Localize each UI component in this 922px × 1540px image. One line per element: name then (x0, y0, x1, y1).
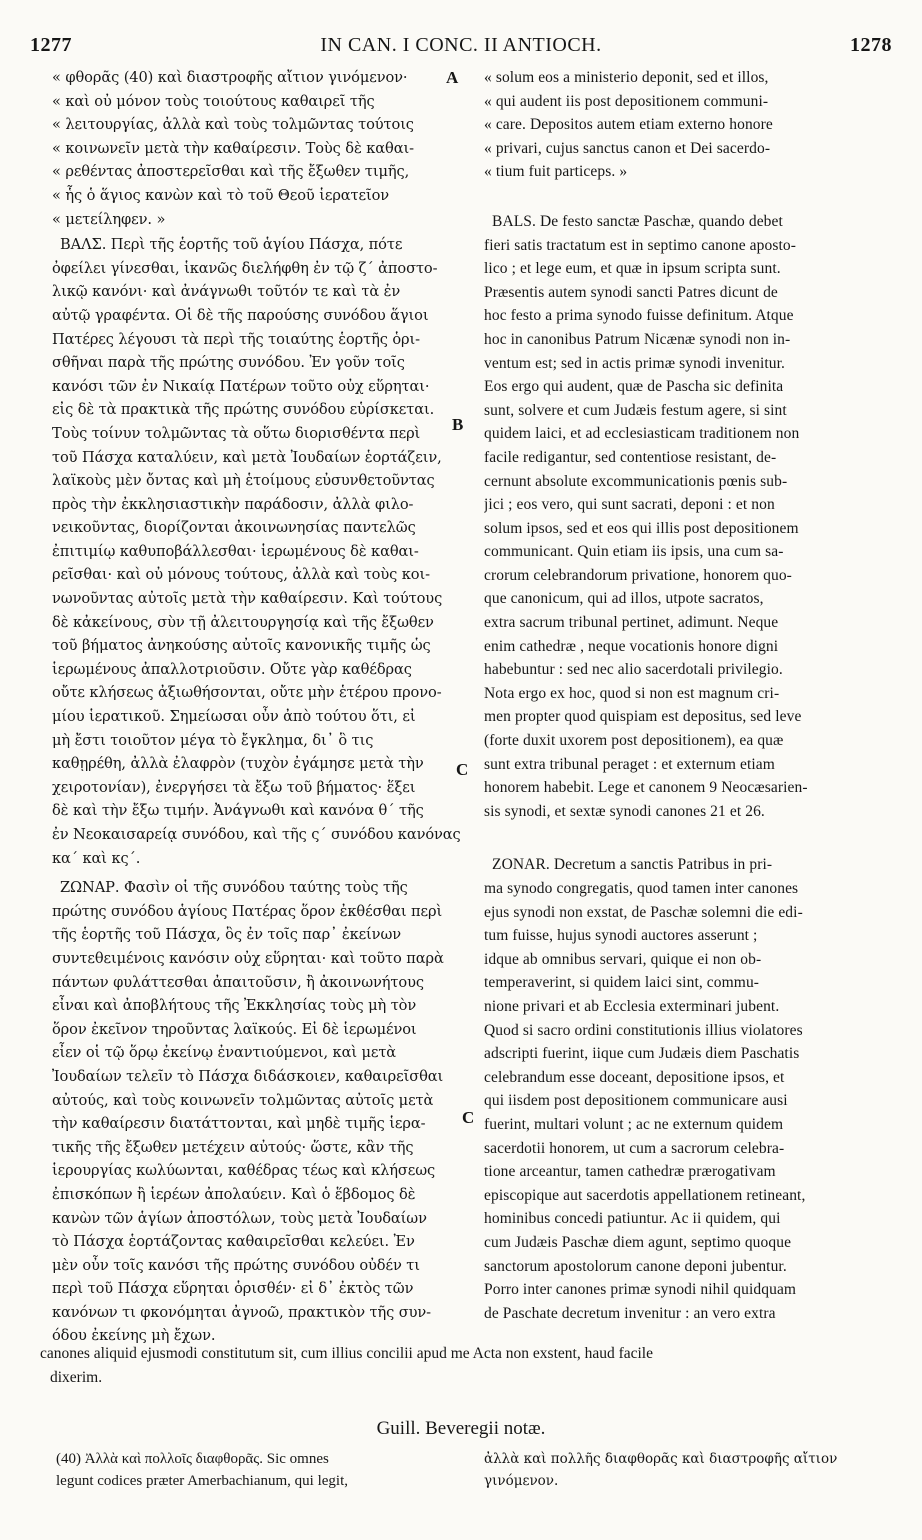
text-line: μίου ἱερατικοῦ. Σημείωσαι οὖν ἀπὸ τούτου ὅτι, εἰ (52, 708, 416, 726)
text-line: εἰς δὲ τὰ πρακτικὰ τῆς πρώτης συνόδου εὑρίσκεται. (52, 401, 435, 419)
text-line: tum fuisse, hujus synodi auctores asserunt ; (484, 927, 758, 945)
margin-marker-a: A (446, 68, 459, 87)
text-line: tione arceantur, tamen cathedræ prærogativam (484, 1163, 776, 1181)
text-line: que canonicum, qui ad illos, utpote sacratos, (484, 590, 764, 608)
text-line: κανὼν τῶν ἁγίων ἀποστόλων, τοὺς μετὰ Ἰουδαίων (52, 1209, 427, 1227)
text-line: enim cathedræ , neque vocationis honore digni (484, 637, 779, 655)
text-line: πρὸς τὴν ἐκκλησιαστικὴν παράδοσιν, ἀλλὰ φιλο- (52, 495, 414, 513)
text-line: πάντων φυλάττεσθαι ἀπαιτοῦσιν, ἢ ἀκοινωνήτους (52, 973, 424, 991)
footnote-line: (40) Ἀλλὰ καὶ πολλοῖς διαφθορᾶς. Sic omnes (56, 1451, 329, 1467)
latin-column (484, 66, 880, 1325)
text-line: BALS. De festo sanctæ Paschæ, quando debet (492, 212, 783, 230)
text-line: quidem laici, et ad ecclesiasticam traditionem non (484, 425, 800, 443)
text-line: εἶεν οἱ τῷ ὅρῳ ἐκείνῳ ἐναντιούμενοι, καὶ μετὰ (52, 1044, 397, 1062)
text-line: ἐπιτιμίῳ καθυποβάλλεσθαι· ἱερωμένους δὲ καθαι- (52, 542, 419, 560)
text-line: « qui audent iis post depositionem communi- (484, 92, 769, 110)
text-line: νωνοῦντας αὐτοῖς μετὰ τὴν καθαίρεσιν. Καὶ τούτους (52, 590, 443, 608)
text-line: οὔτε κλήσεως ἀξιωθήσονται, οὔτε μὴν ἑτέρου προνο- (52, 684, 442, 702)
text-line: hoc in canonibus Patrum Nicænæ synodi non in- (484, 330, 791, 348)
text-line: συντεθειμένοις κανόσιν οὐχ εὕρηται· καὶ τοῦτο παρὰ (52, 949, 444, 967)
text-line: όδου ἐκείνης μὴ ἔχων. (52, 1327, 216, 1345)
text-line: « privari, cujus sanctus canon et Dei sacerdo- (484, 139, 771, 157)
text-line: fieri satis tractatum est in septimo canone aposto- (484, 236, 796, 254)
running-title: IN CAN. I CONC. II ANTIOCH. (320, 34, 602, 56)
text-line: ejus synodi non exstat, de Paschæ solemni die edi- (484, 903, 803, 921)
text-line: men propter quod quispiam est depositus, sed leve (484, 708, 802, 726)
text-line: αὐτῷ γραφέντα. Οἱ δὲ τῆς παρούσης συνόδου ἅγιοι (52, 306, 429, 324)
text-line: τῆς ἑορτῆς τοῦ Πάσχα, ὃς ἐν τοῖς παρ᾽ ἐκείνων (52, 926, 402, 944)
text-line: Quod si sacro ordini constitutionis illius violatores (484, 1021, 803, 1039)
text-line: Ἰουδαίων τελεῖν τὸ Πάσχα διδάσκοιεν, καθαιρεῖσθαι (52, 1067, 444, 1085)
page-number-left: 1277 (30, 34, 72, 56)
text-line: idque ab omnibus servari, quique ei non ob- (484, 950, 762, 968)
text-line: episcopique aut sacerdotis appellationem retineant, (484, 1186, 806, 1204)
footnote-line: legunt codices præter Amerbachianum, qui legit, (56, 1473, 349, 1489)
text-line: celebrandum esse doceant, depositione ipsos, et (484, 1068, 785, 1086)
text-line: ventum est; sed in actis primæ synodi invenitur. (484, 354, 785, 372)
text-line: εἶναι καὶ ἀποβλήτους τῆς Ἐκκλησίας τοὺς μὴ τὸν (52, 997, 417, 1015)
text-line: δὲ κἀκείνους, σὺν τῇ ἀλειτουργησίᾳ καὶ τῆς ἔξωθεν (52, 613, 434, 631)
text-line: χειροτονίαν), ἐνεργήσει τὰ ἔξω τοῦ βήματος· ἕξει (52, 778, 416, 796)
footnote-line: ἀλλὰ καὶ πολλῆς διαφθορᾶς καὶ διαστροφῆς αἴτιον (484, 1451, 838, 1467)
text-line: ὅρον ἐκεῖνον τηροῦντας λαϊκούς. Εἰ δὲ ἱερωμένοι (52, 1020, 417, 1038)
text-line: nione privari et ab Ecclesia exterminari jubent. (484, 997, 780, 1015)
text-line: ma synodo congregatis, quod tamen inter canones (484, 880, 799, 897)
margin-marker-c1: C (456, 760, 469, 779)
text-line: sis synodi, et sextæ synodi canones 21 et 26. (484, 802, 765, 820)
text-line: κα΄ καὶ κς΄. (52, 849, 141, 867)
text-line: ἐν Νεοκαισαρείᾳ συνόδου, καὶ τῆς ς΄ συνόδου κανόνας (52, 826, 461, 843)
text-line: Præsentis autem synodi sancti Patres dicunt de (484, 283, 778, 301)
text-line: μὲν οὖν τοῖς κανόσι τῆς πρώτης συνόδου οὐδέν τι (52, 1256, 420, 1274)
text-line: qui iisdem post depositionem communicare ausi (484, 1092, 788, 1110)
text-line: cernunt absolute excommunicationis pœnis sub- (484, 472, 788, 490)
text-line: « tium fuit particeps. » (484, 163, 628, 181)
text-line: sacerdotii honorem, ut cum a sacrorum celebra- (484, 1139, 785, 1157)
text-line: lico ; et lege eum, et quæ in ipsum scripta sunt. (484, 260, 781, 278)
running-header (30, 34, 892, 64)
text-line: Eos ergo qui audent, quæ de Pascha sic definita (484, 378, 784, 396)
text-line: cum Judæis Paschæ diem agunt, septimo quoque (484, 1233, 792, 1251)
text-line: τοῦ βήματος ἀνηκούσης αὐτοῖς κανονικῆς τιμῆς ὡς (52, 637, 431, 655)
text-line: Porro inter canones primæ synodi nihil quidquam (484, 1281, 797, 1299)
text-line: τὸ Πάσχα ἑορτάζοντας καθαιρεῖσθαι κελεύει. Ἐν (52, 1233, 415, 1251)
text-line: hominibus concedi patiuntur. Ac ii quidem, qui (484, 1210, 781, 1228)
text-line: τικῆς τῆς ἔξωθεν μετέχειν αὐτούς· ὥστε, κἂν τῆς (52, 1138, 414, 1156)
text-line: adscripti fuerint, iique cum Judæis diem Paschatis (484, 1045, 800, 1063)
text-line: ρεῖσθαι· καὶ οὐ μόνους τούτους, ἀλλὰ καὶ τοὺς κοι- (52, 566, 430, 584)
margin-marker-c2: C (462, 1108, 475, 1127)
footnote-left (56, 1448, 466, 1492)
text-line: καθῃρέθη, ἀλλὰ ἐλαφρὸν (τυχὸν ἐγάμησε μετὰ τὴν (52, 755, 424, 773)
full-width-text (40, 1342, 892, 1389)
text-line: extra sacrum tribunal pertinet, adimunt. Neque (484, 614, 779, 632)
text-line: κανόσι τῶν ἐν Νικαίᾳ Πατέρων τοῦτο οὐχ εὕρηται· (52, 377, 430, 395)
text-line: sunt extra tribunal peraget : et externum etiam (484, 755, 775, 773)
text-line: « ἧς ὁ ἅγιος κανὼν καὶ τὸ τοῦ Θεοῦ ἱερατεῖον (52, 186, 390, 204)
text-line: jici ; eos vero, qui sunt sacrati, deponi : et non (484, 496, 775, 514)
text-line: « κοινωνεῖν μετὰ τὴν καθαίρεσιν. Τοὺς δὲ καθαι- (52, 139, 414, 157)
text-line: ΖΩΝΑΡ. Φασὶν οἱ τῆς συνόδου ταύτης τοὺς τῆς (60, 879, 408, 897)
greek-column (52, 66, 462, 1348)
text-line: αὐτούς, καὶ τοὺς κοινωνεῖν τολμῶντας αὐτοῖς μετὰ (52, 1091, 434, 1109)
text-line: δὲ καὶ τὴν ἔξω τιμήν. Ἀνάγνωθι καὶ κανόνα θ΄ τῆς (52, 802, 424, 820)
text-line: κανόνων τι φκονόμηται ἀγνοῶ, πρακτικὸν τῆς συν- (52, 1303, 431, 1321)
text-line: Nota ergo ex hoc, quod si non est magnum cri- (484, 684, 780, 702)
text-line: fuerint, multari volunt ; ac ne externum quidem (484, 1115, 784, 1133)
margin-marker-b: B (452, 415, 464, 434)
text-line: crorum celebrandorum privatione, honorem quo- (484, 566, 792, 584)
text-line: facile redigantur, sed contentiose resistant, de- (484, 448, 777, 466)
text-line: ZONAR. Decretum a sanctis Patribus in pri- (492, 856, 773, 874)
text-line: ἱερουργίας κωλύωνται, καθέδρας τέως καὶ κλήσεως (52, 1162, 436, 1180)
text-line: « λειτουργίας, ἀλλὰ καὶ τοὺς τολμῶντας τούτοις (52, 116, 414, 134)
text-line: sanctorum apostolorum canone deponi jubentur. (484, 1257, 787, 1275)
text-line: solum ipsos, sed et eos qui illis post depositionem (484, 519, 799, 537)
text-line: sunt, solvere et cum Judæis festum agere, si sint (484, 401, 787, 419)
page-number-right: 1278 (850, 34, 892, 56)
text-line: « μετείληφεν. » (52, 210, 166, 228)
text-line: ἱερωμένους ἀπαλλοτριοῦσιν. Οὔτε γὰρ καθέδρας (52, 660, 412, 678)
text-line: « φθορᾶς (40) καὶ διαστροφῆς αἴτιον γινόμενον· (52, 69, 408, 86)
text-line: Πατέρες λέγουσι τὰ περὶ τῆς τοιαύτης ἑορτῆς ὁρι- (52, 330, 420, 348)
footnote-line: γινόμενον. (484, 1473, 559, 1489)
full-width-line: dixerim. (50, 1368, 103, 1386)
text-line: « καὶ οὐ μόνον τοὺς τοιούτους καθαιρεῖ τῆς (52, 92, 375, 110)
full-width-line: canones aliquid ejusmodi constitutum sit, cum illius concilii apud me Acta non exstent, haud facile (40, 1345, 653, 1362)
text-line: λικῷ κανόνι· καὶ ἀνάγνωθι τοῦτόν τε καὶ τὰ ἐν (52, 283, 401, 301)
notes-title: Guill. Beveregii notæ. (376, 1418, 546, 1439)
text-line: « solum eos a ministerio deponit, sed et illos, (484, 69, 769, 86)
text-line: temperaverint, si quidem laici sint, commu- (484, 974, 760, 992)
text-line: ἐπισκόπων ἢ ἱερέων ἀπολαύειν. Καὶ ὁ ἕβδομος δὲ (52, 1185, 416, 1203)
text-line: περὶ τοῦ Πάσχα εὕρηται ὁρισθέν· εἰ δ᾽ ἐκτὸς τῶν (52, 1280, 414, 1298)
text-line: σθῆναι παρὰ τῆς πρώτης συνόδου. Ἐν γοῦν τοῖς (52, 354, 405, 372)
text-line: (forte duxit uxorem post depositionem), ea quæ (484, 732, 784, 750)
text-line: τὴν καθαίρεσιν διατάττονται, καὶ μηδὲ τιμῆς ἱερα- (52, 1115, 426, 1133)
text-line: hoc festo a prima synodo fuisse definitum. Atque (484, 307, 794, 325)
text-line: λαϊκοὺς μὲν ὄντας καὶ μὴ ἑτοίμους εὐσυνθετοῦντας (52, 472, 435, 490)
text-line: communicant. Quin etiam iis ipsis, una cum sa- (484, 543, 784, 561)
text-line: « care. Depositos autem etiam externo honore (484, 116, 773, 134)
text-line: ὀφείλει γίνεσθαι, ἱκανῶς διελήφθη ἐν τῷ ζ΄ ἀποστο- (52, 259, 438, 277)
text-line: habebuntur : sed nec alio sacerdotali privilegio. (484, 661, 783, 679)
text-line: τοῦ Πάσχα καταλύειν, καὶ μετὰ Ἰουδαίων ἑορτάζειν, (52, 448, 442, 466)
text-line: honorem habebit. Lege et canonem 9 Neocæsarien- (484, 779, 808, 797)
text-line: μὴ ἔστι τοιοῦτον μέγα τὸ ἔγκλημα, δι᾽ ὃ τις (52, 731, 374, 749)
text-line: « ρεθέντας ἀποστερεῖσθαι καὶ τῆς ἔξωθεν τιμῆς, (52, 163, 410, 181)
text-line: de Paschate decretum invenitur : an vero extra (484, 1304, 776, 1322)
text-line: Τοὺς τοίνυν τολμῶντας τὰ οὕτω διορισθέντα περὶ (52, 424, 421, 442)
footnote-right (484, 1448, 884, 1492)
text-line: νεικοῦντας, διορίζονται ἀκοινωνησίας παντελῶς (52, 519, 416, 537)
text-line: πρώτης συνόδου ἁγίους Πατέρας ὅρον ἐκθέσθαι περὶ (52, 902, 443, 920)
text-line: ΒΑΛΣ. Περὶ τῆς ἑορτῆς τοῦ ἁγίου Πάσχα, πότε (60, 236, 403, 254)
